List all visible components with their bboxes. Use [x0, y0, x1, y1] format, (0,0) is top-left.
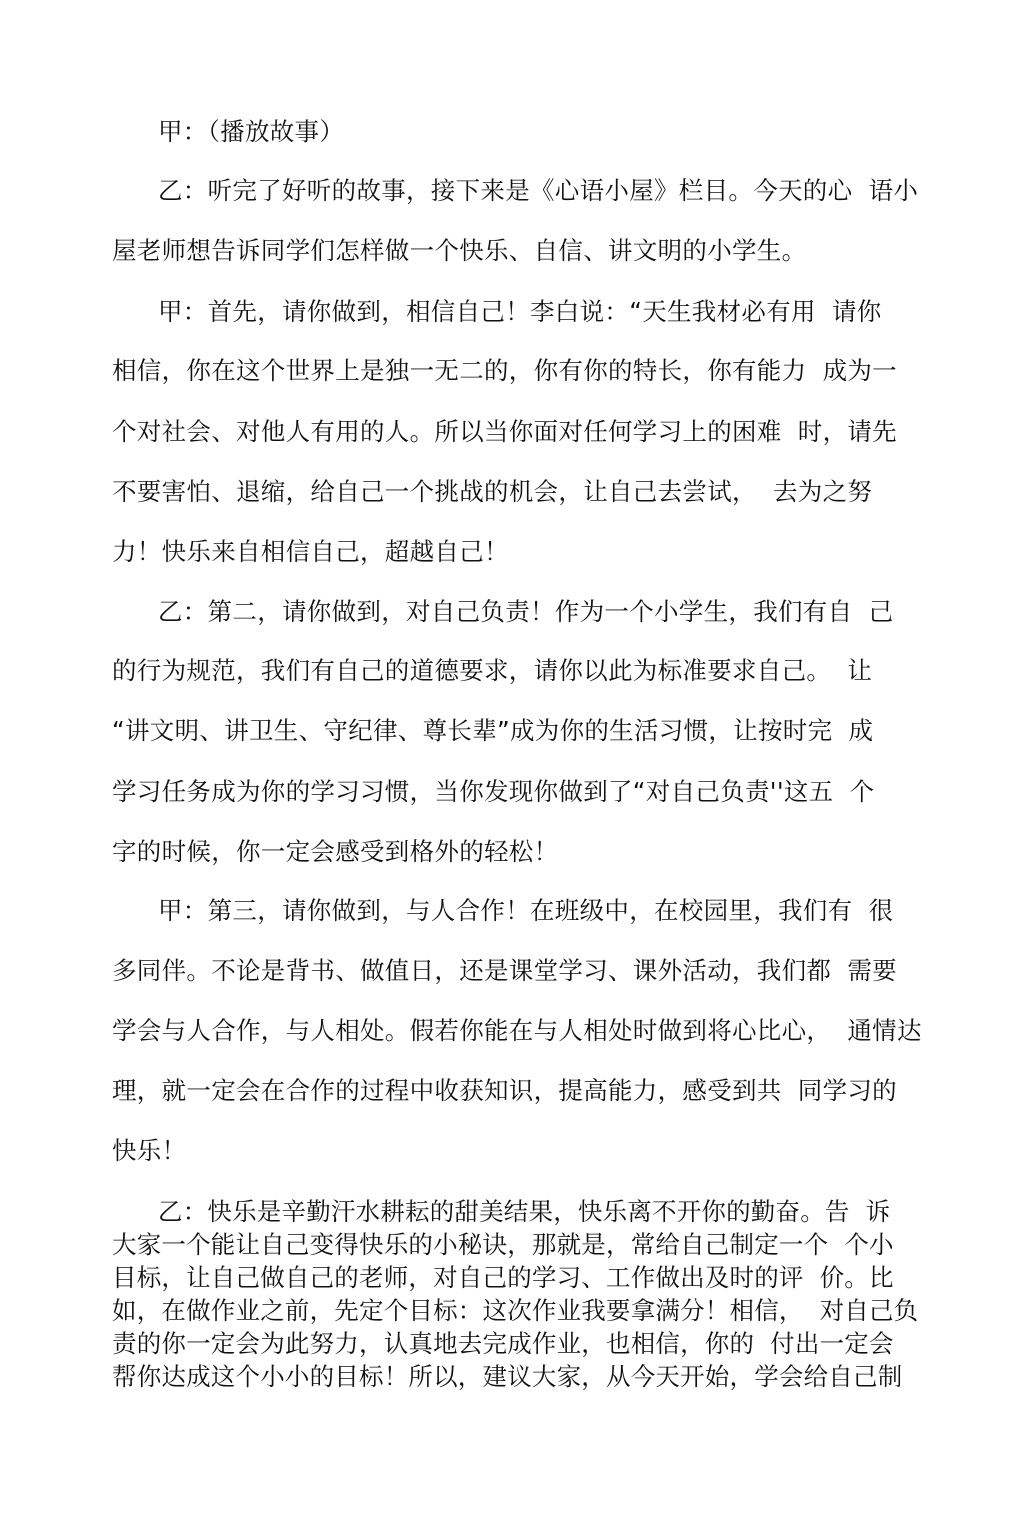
- text-line: 如，在做作业之前，先定个目标：这次作业我要拿满分！相信， 对自己负: [112, 1296, 919, 1325]
- text-line: 的行为规范，我们有自己的道德要求，请你以此为标准要求自己。 让: [112, 656, 873, 685]
- text-line: 乙：快乐是辛勤汗水耕耘的甜美结果，快乐离不开你的勤奋。告 诉: [158, 1197, 891, 1226]
- text-line: 多同伴。不论是背书、做值日，还是课堂学习、课外活动，我们都 需要: [112, 956, 897, 985]
- text-line: 学会与人合作，与人相处。假若你能在与人相处时做到将心比心， 通情达: [112, 1016, 922, 1045]
- text-line: 不要害怕、退缩，给自己一个挑战的机会，让自己去尝试， 去为之努: [112, 477, 873, 506]
- text-line: 甲：（播放故事）: [158, 117, 345, 146]
- text-line: 乙：听完了好听的故事，接下来是《心语小屋》栏目。今天的心 语小: [158, 176, 919, 205]
- text-line: 个对社会、对他人有用的人。所以当你面对任何学习上的困难 时，请先: [112, 417, 897, 446]
- text-line: 相信，你在这个世界上是独一无二的，你有你的特长，你有能力 成为一: [112, 356, 897, 385]
- text-line: 屋老师想告诉同学们怎样做一个快乐、自信、讲文明的小学生。: [112, 236, 807, 265]
- text-line: 甲：第三，请你做到，与人合作！在班级中，在校园里，我们有 很: [158, 896, 894, 925]
- text-line: 快乐！: [112, 1136, 187, 1165]
- text-line: 大家一个能让自己变得快乐的小秘诀，那就是，常给自己制定一个 个小: [112, 1230, 894, 1259]
- text-line: 帮你达成这个小小的目标！所以，建议大家，从今天开始，学会给自己制: [112, 1362, 903, 1391]
- text-line: 字的时候，你一定会感受到格外的轻松！: [112, 837, 559, 866]
- text-line: 目标，让自己做自己的老师，对自己的学习、工作做出及时的评 价。比: [112, 1263, 894, 1292]
- text-line: 责的你一定会为此努力，认真地去完成作业，也相信，你的 付出一定会: [112, 1329, 894, 1358]
- text-line: “讲文明、讲卫生、守纪律、尊长辈”成为你的生活习惯，让按时完 成: [112, 716, 874, 745]
- text-line: 理，就一定会在合作的过程中收获知识，提高能力，感受到共 同学习的: [112, 1076, 897, 1105]
- text-line: 乙：第二，请你做到，对自己负责！作为一个小学生，我们有自 己: [158, 597, 894, 626]
- text-line: 甲：首先，请你做到，相信自己！李白说：“天生我材必有用 请你: [158, 297, 882, 326]
- text-line: 学习任务成为你的学习习惯，当你发现你做到了“对自己负责''这五 个: [112, 777, 875, 806]
- text-line: 力！快乐来自相信自己，超越自己！: [112, 537, 509, 566]
